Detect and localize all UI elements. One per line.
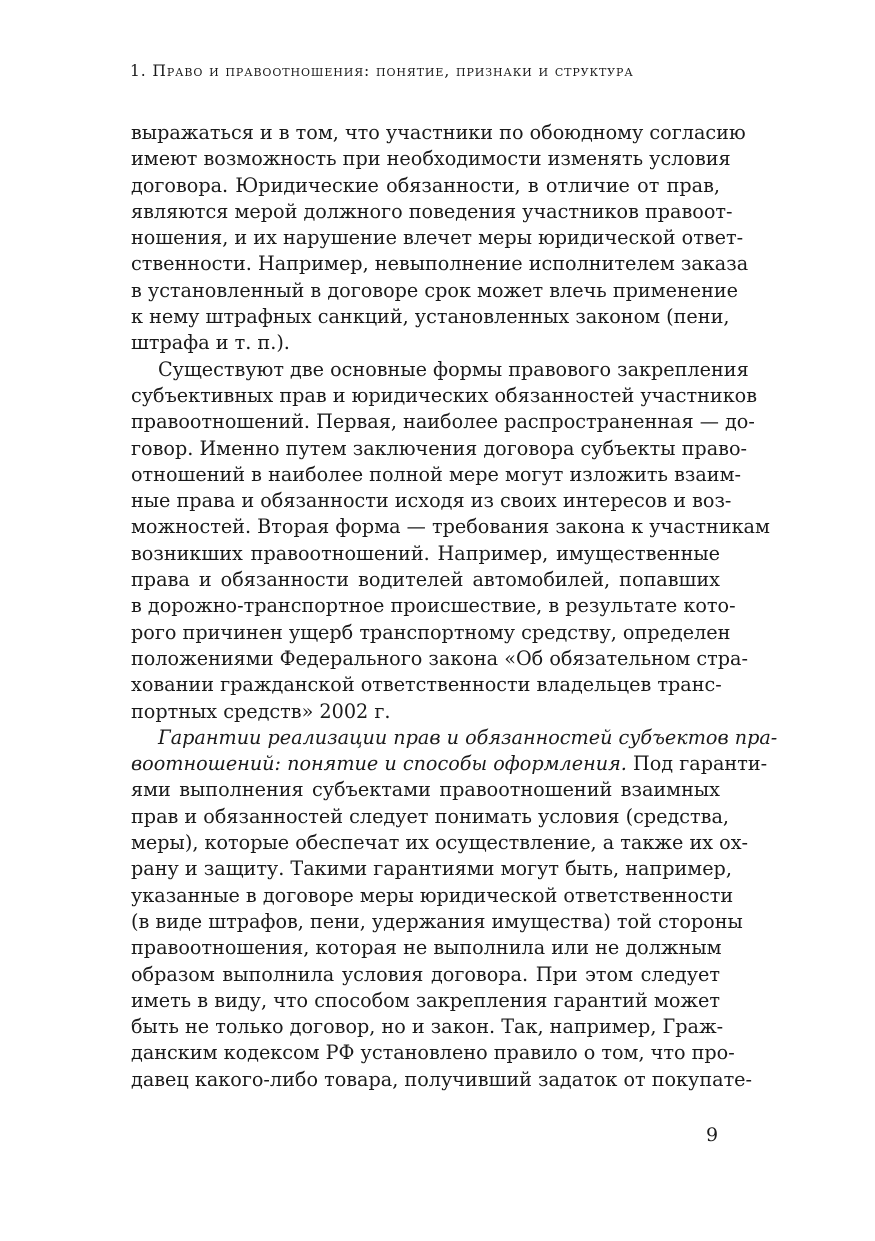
- text-line: ями выполнения субъектами правоотношений взаимных: [131, 778, 720, 802]
- text-line: (в виде штрафов, пени, удержания имущества) той стороны: [131, 909, 743, 933]
- paragraph: [131, 725, 778, 1093]
- text-line: отношений в наиболее полной мере могут изложить взаим-: [131, 462, 741, 486]
- text-line: ховании гражданской ответственности владельцев транс-: [131, 673, 722, 697]
- text-line: в установленный в договоре срок может влечь применение: [131, 278, 739, 302]
- running-head: 1. Право и правоотношения: понятие, признаки и структура: [130, 62, 634, 80]
- text-line: быть не только договор, но и закон. Так, например, Граж-: [131, 1015, 724, 1039]
- text-line: ственности. Например, невыполнение исполнителем заказа: [131, 252, 749, 276]
- text-line: Существуют две основные формы правового закрепления: [158, 357, 749, 381]
- body-text: [131, 120, 778, 1093]
- text-line: ношения, и их нарушение влечет меры юридической ответ-: [131, 226, 744, 250]
- text-line: можностей. Вторая форма — требования закона к участникам: [131, 515, 770, 539]
- text-line: рого причинен ущерб транспортному средству, определен: [131, 620, 731, 644]
- text-line: давец какого-либо товара, получивший задаток от покупате-: [131, 1067, 753, 1091]
- text-line: рану и защиту. Такими гарантиями могут быть, например,: [131, 857, 732, 881]
- text-line: имеют возможность при необходимости изменять условия: [131, 147, 731, 171]
- text-line: правоотношения, которая не выполнила или не должным: [131, 936, 722, 960]
- paragraph: [131, 120, 749, 357]
- text-line: образом выполнила условия договора. При этом следует: [131, 962, 720, 986]
- text-line: в дорожно-транспортное происшествие, в результате кото-: [131, 594, 736, 618]
- text-line: ные права и обязанности исходя из своих интересов и воз-: [131, 489, 732, 513]
- text-line: [131, 751, 768, 777]
- text-line: возникших правоотношений. Например, имущественные: [131, 541, 720, 565]
- text-line: данским кодексом РФ установлено правило о том, что про-: [131, 1041, 735, 1065]
- text-run: Под гаранти-: [626, 752, 768, 776]
- text-line: прав и обязанностей следует понимать условия (средства,: [131, 804, 730, 828]
- text-line: указанные в договоре меры юридической ответственности: [131, 883, 734, 907]
- text-line: права и обязанности водителей автомобилей, попавших: [131, 568, 720, 592]
- paragraph: [131, 357, 770, 725]
- text-line: иметь в виду, что способом закрепления гарантий может: [131, 988, 720, 1012]
- text-line: положениями Федерального закона «Об обязательном стра-: [131, 646, 748, 670]
- text-line: субъективных прав и юридических обязанностей участников: [131, 383, 758, 407]
- text-line: договора. Юридические обязанности, в отличие от прав,: [131, 173, 720, 197]
- text-line: [131, 725, 778, 751]
- text-line: выражаться и в том, что участники по обоюдному согласию: [131, 121, 746, 144]
- text-line: правоотношений. Первая, наиболее распространенная — до-: [131, 410, 755, 434]
- text-line: портных средств» 2002 г.: [131, 699, 391, 723]
- italic-heading: Гарантии реализации прав и обязанностей субъектов пра-: [158, 725, 778, 749]
- text-line: говор. Именно путем заключения договора субъекты право-: [131, 436, 747, 460]
- text-line: к нему штрафных санкций, установленных законом (пени,: [131, 305, 730, 329]
- italic-heading: воотношений: понятие и способы оформления.: [131, 752, 627, 776]
- text-line: штрафа и т. п.).: [131, 331, 290, 355]
- page-number: 9: [706, 1124, 719, 1146]
- text-line: являются мерой должного поведения участников правоот-: [131, 199, 733, 223]
- text-line: меры), которые обеспечат их осуществление, а также их ох-: [131, 831, 749, 855]
